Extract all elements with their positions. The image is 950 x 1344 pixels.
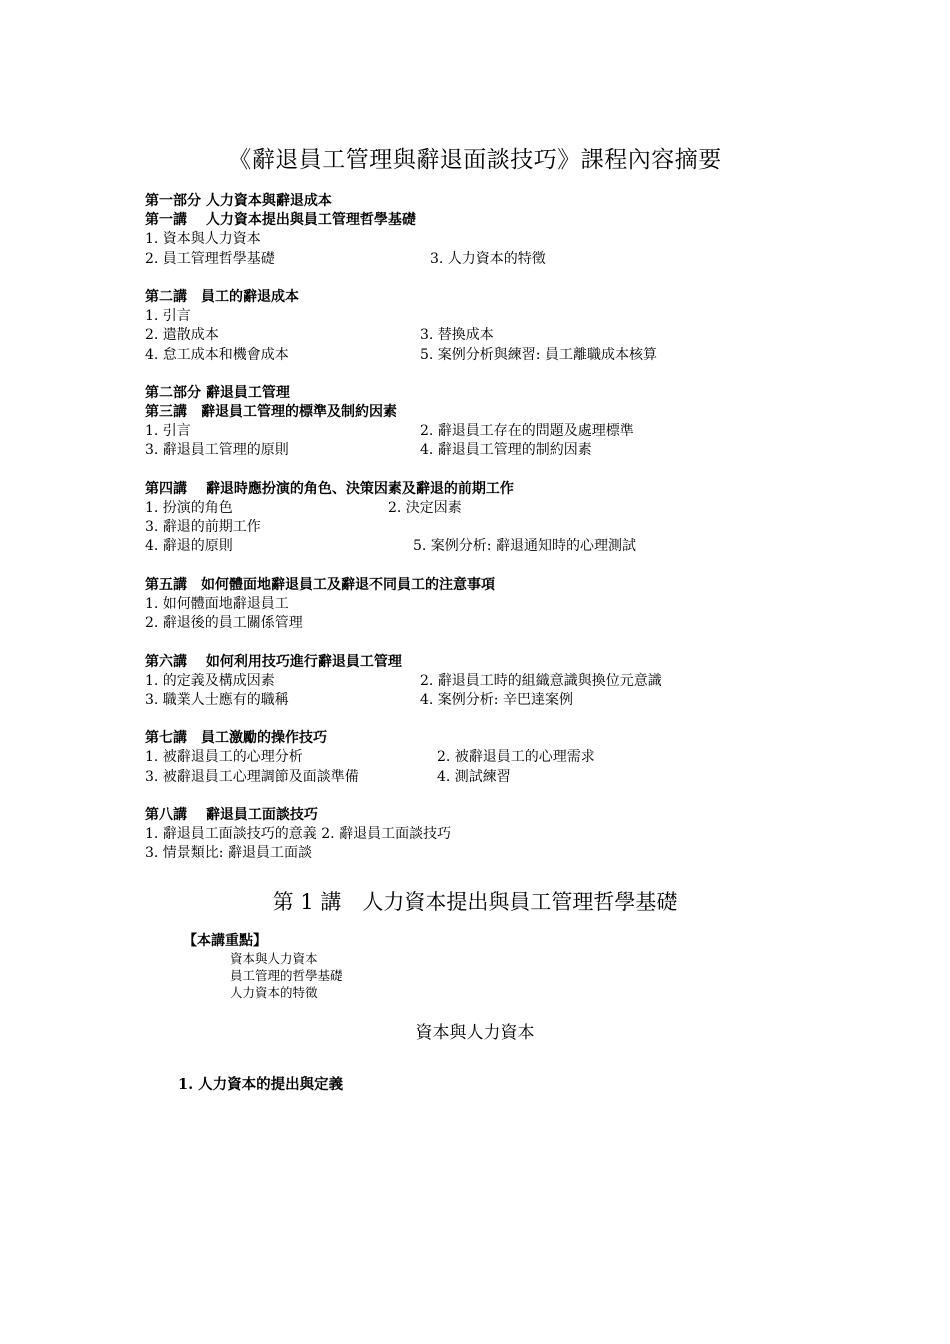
outline-item: 5. 案例分析與練習: 員工離職成本核算 — [420, 346, 657, 363]
outline-item-row — [145, 614, 785, 633]
sub-heading: 資本與人力資本 — [415, 1023, 535, 1043]
outline-item-row — [145, 250, 785, 269]
outline-item: 3. 辭退的前期工作 — [145, 519, 261, 536]
outline-item-row — [145, 691, 785, 710]
spacer — [145, 787, 785, 806]
outline-item: 1. 扮演的角色 — [145, 500, 233, 516]
outline-item-row — [145, 768, 785, 787]
subsection-title: 1. 人力資本的提出與定義 — [178, 1076, 344, 1093]
outline-item: 5. 案例分析: 辭退通知時的心理測試 — [413, 538, 636, 555]
outline-item-row — [145, 748, 785, 767]
outline-item: 3. 人力資本的特徵 — [430, 250, 546, 267]
outline-item: 4. 辭退員工管理的制約因素 — [420, 442, 592, 459]
outline-item: 3. 辭退員工管理的原則 — [145, 442, 289, 459]
outline-heading: 第三講 辭退員工管理的標準及制約因素 — [145, 404, 397, 421]
outline-heading: 第六講 如何利用技巧進行辭退員工管理 — [145, 653, 402, 670]
outline-item-row — [145, 346, 785, 365]
outline-item: 1. 如何體面地辭退員工 — [145, 595, 289, 612]
outline-item-row — [145, 844, 785, 863]
outline-item: 1. 資本與人力資本 — [145, 231, 261, 248]
outline-item-row — [145, 825, 785, 844]
section-title: 第 1 講 人力資本提出與員工管理哲學基礎 — [272, 890, 678, 914]
outline-item: 2. 辭退員工時的組織意識與換位元意識 — [420, 672, 662, 689]
outline-item: 3. 替換成本 — [420, 327, 494, 344]
outline-item: 4. 怠工成本和機會成本 — [145, 346, 289, 363]
outline-item-row — [145, 422, 785, 441]
document-title: 《辭退員工管理與辭退面談技巧》課程內容摘要 — [228, 147, 722, 173]
outline-item: 4. 測試練習 — [437, 768, 511, 785]
outline-heading: 第四講 辭退時應扮演的角色、決策因素及辭退的前期工作 — [145, 480, 514, 497]
outline-item-row — [145, 518, 785, 537]
outline-item: 4. 辭退的原則 — [145, 538, 233, 555]
key-point-item: 員工管理的哲學基礎 — [230, 968, 343, 983]
outline-item: 1. 辭退員工面談技巧的意義 2. 辭退員工面談技巧 — [145, 826, 452, 843]
outline-item: 2. 辭退員工存在的問題及處理標準 — [420, 423, 634, 440]
outline-item-row — [145, 499, 785, 518]
outline-item: 2. 辭退後的員工關係管理 — [145, 615, 303, 632]
outline-item: 2. 員工管理哲學基礎 — [145, 250, 275, 267]
spacer — [145, 557, 785, 576]
outline-item: 4. 案例分析: 辛巴達案例 — [420, 691, 573, 708]
outline-item-row — [145, 595, 785, 614]
outline-item: 3. 被辭退員工心理調節及面談準備 — [145, 768, 359, 785]
outline-item-row — [145, 230, 785, 249]
outline-item: 3. 情景類比: 辭退員工面談 — [145, 845, 312, 862]
spacer — [145, 633, 785, 652]
outline-item-row — [145, 307, 785, 326]
course-outline — [145, 192, 785, 864]
outline-item-row — [145, 672, 785, 691]
outline-item: 1. 的定義及構成因素 — [145, 672, 275, 689]
outline-item-row — [145, 537, 785, 556]
key-points-label: 【本講重點】 — [183, 933, 267, 949]
outline-heading: 第八講 辭退員工面談技巧 — [145, 807, 318, 823]
outline-heading: 第五講 如何體面地辭退員工及辭退不同員工的注意事項 — [145, 576, 495, 593]
outline-heading: 第二部分 辭退員工管理 — [145, 384, 290, 401]
outline-heading: 第七講 員工激勵的操作技巧 — [145, 730, 327, 747]
outline-heading: 第二講 員工的辭退成本 — [145, 288, 299, 305]
spacer — [145, 461, 785, 480]
key-point-item: 資本與人力資本 — [230, 951, 318, 966]
key-point-item: 人力資本的特徵 — [230, 985, 318, 1000]
spacer — [145, 710, 785, 729]
spacer — [145, 365, 785, 384]
key-points — [183, 932, 343, 1001]
outline-item: 1. 引言 — [145, 308, 191, 325]
outline-item-row — [145, 441, 785, 460]
spacer — [145, 269, 785, 288]
outline-heading: 第一講 人力資本提出與員工管理哲學基礎 — [145, 212, 416, 229]
outline-item: 2. 決定因素 — [388, 500, 462, 516]
outline-item: 1. 被辭退員工的心理分析 — [145, 749, 303, 766]
outline-item: 3. 職業人士應有的職稱 — [145, 691, 289, 708]
outline-heading: 第一部分 人力資本與辭退成本 — [145, 193, 332, 209]
outline-item-row — [145, 326, 785, 345]
outline-item: 2. 遣散成本 — [145, 327, 219, 344]
outline-item: 2. 被辭退員工的心理需求 — [437, 749, 595, 766]
outline-item: 1. 引言 — [145, 423, 191, 440]
